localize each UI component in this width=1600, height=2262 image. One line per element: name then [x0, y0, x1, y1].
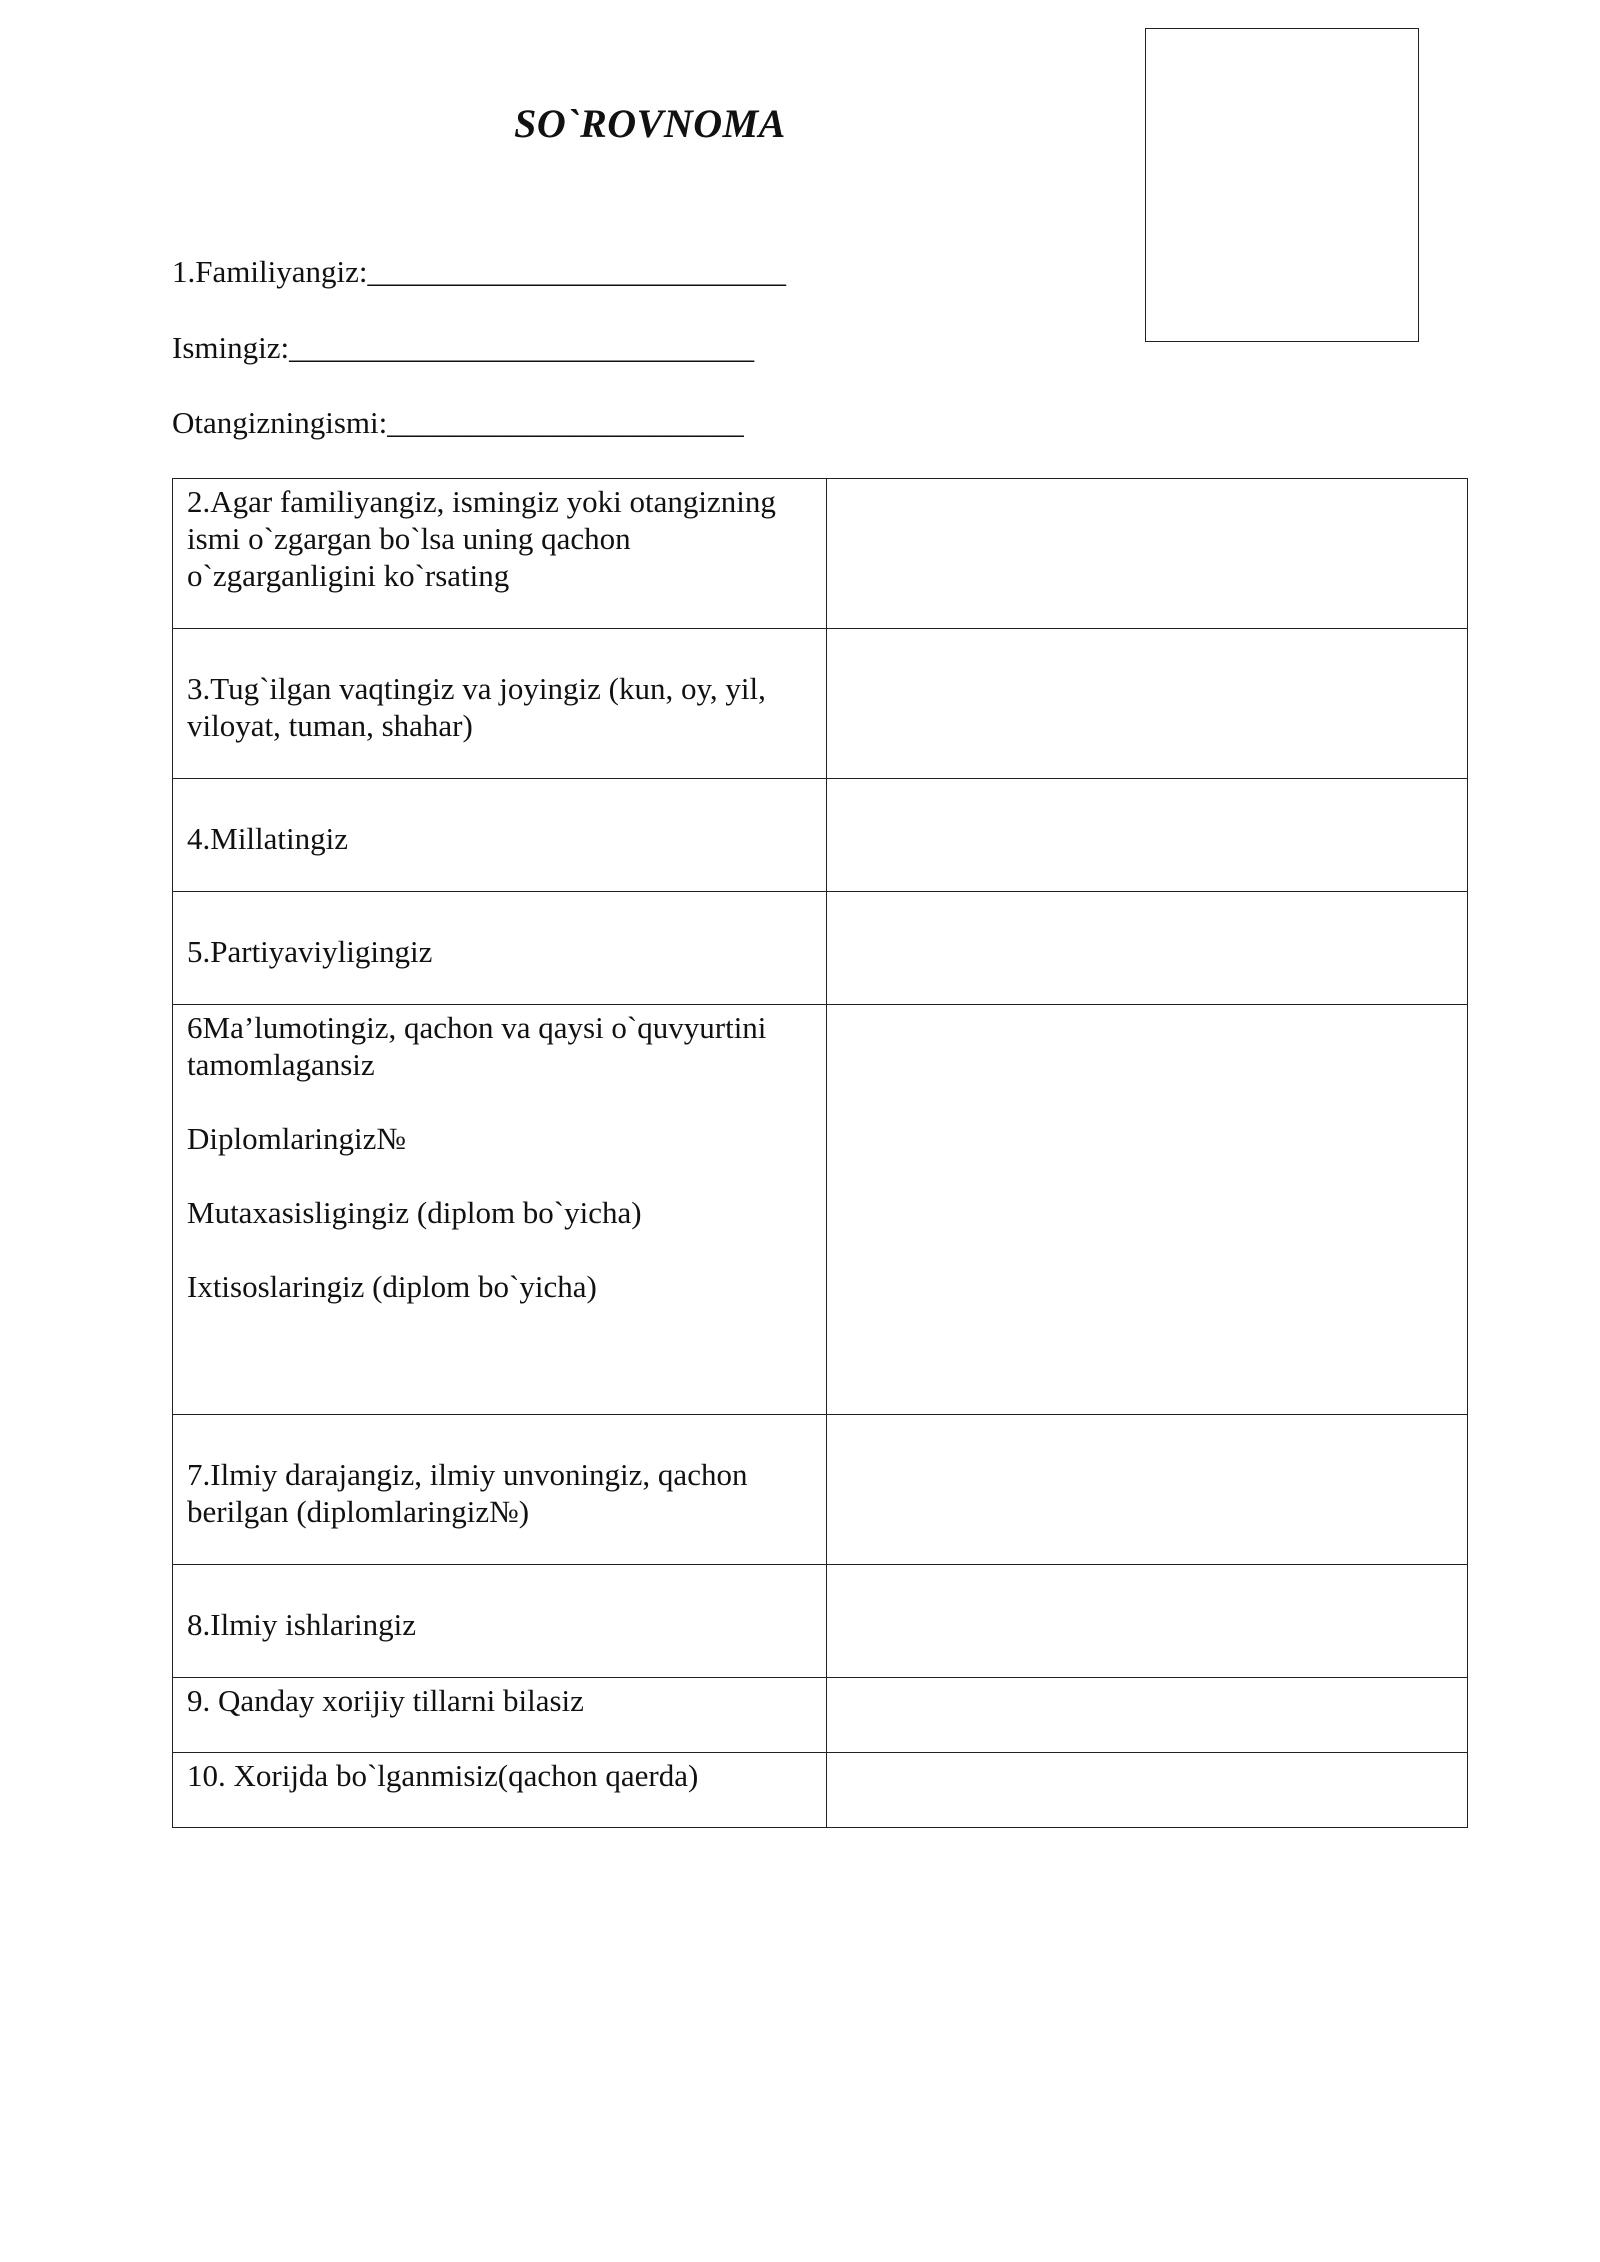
- question-cell: [173, 1753, 827, 1828]
- question-text: Ixtisoslaringiz (diplom bo`yicha): [187, 1269, 597, 1304]
- question-text: viloyat, tuman, shahar): [187, 708, 473, 743]
- question-text: tamomlagansiz: [187, 1047, 375, 1082]
- table-row: [173, 1678, 1468, 1753]
- question-text: 5.Partiyaviyligingiz: [187, 934, 433, 969]
- question-text: Mutaxasisligingiz (diplom bo`yicha): [187, 1195, 642, 1230]
- question-text: 10. Xorijda bo`lganmisiz(qachon qaerda): [187, 1758, 699, 1793]
- question-text: 7.Ilmiy darajangiz, ilmiy unvoningiz, qachon: [187, 1457, 748, 1492]
- table-row: [173, 779, 1468, 892]
- answer-cell[interactable]: [827, 779, 1468, 892]
- question-text: 8.Ilmiy ishlaringiz: [187, 1607, 417, 1642]
- question-text: 2.Agar familiyangiz, ismingiz yoki otangizning: [187, 484, 776, 519]
- patronymic-field[interactable]: Otangizningismi:_______________________: [172, 405, 744, 440]
- question-cell: [173, 1565, 827, 1678]
- question-text: 9. Qanday xorijiy tillarni bilasiz: [187, 1683, 584, 1718]
- answer-cell[interactable]: [827, 1005, 1468, 1415]
- question-cell: [173, 629, 827, 779]
- table-row: [173, 1565, 1468, 1678]
- table-row: [173, 479, 1468, 629]
- question-text: ismi o`zgargan bo`lsa uning qachon: [187, 521, 631, 556]
- question-cell: [173, 1678, 827, 1753]
- table-row: [173, 1005, 1468, 1415]
- question-cell: [173, 1005, 827, 1415]
- question-cell: [173, 779, 827, 892]
- page-title: SO`ROVNOMA: [514, 101, 786, 146]
- table-row: [173, 1753, 1468, 1828]
- answer-cell[interactable]: [827, 479, 1468, 629]
- question-text: berilgan (diplomlaringiz№): [187, 1494, 530, 1529]
- answer-cell[interactable]: [827, 1678, 1468, 1753]
- photo-placeholder: [1145, 28, 1419, 342]
- question-text: 6Ma’lumotingiz, qachon va qaysi o`quvyurtini: [187, 1010, 767, 1045]
- question-text: 4.Millatingiz: [187, 821, 349, 856]
- question-text: o`zgarganligini ko`rsating: [187, 558, 510, 593]
- question-text: Diplomlaringiz№: [187, 1121, 406, 1156]
- surname-field[interactable]: 1.Familiyangiz:___________________________: [172, 254, 786, 289]
- table-row: [173, 892, 1468, 1005]
- question-cell: [173, 479, 827, 629]
- questionnaire-table: [172, 478, 1468, 1828]
- question-cell: [173, 1415, 827, 1565]
- question-text: 3.Tug`ilgan vaqtingiz va joyingiz (kun, oy, yil,: [187, 671, 766, 706]
- answer-cell[interactable]: [827, 892, 1468, 1005]
- answer-cell[interactable]: [827, 629, 1468, 779]
- answer-cell[interactable]: [827, 1753, 1468, 1828]
- table-row: [173, 1415, 1468, 1565]
- name-field[interactable]: Ismingiz:______________________________: [172, 330, 755, 365]
- answer-cell[interactable]: [827, 1415, 1468, 1565]
- answer-cell[interactable]: [827, 1565, 1468, 1678]
- question-cell: [173, 892, 827, 1005]
- table-row: [173, 629, 1468, 779]
